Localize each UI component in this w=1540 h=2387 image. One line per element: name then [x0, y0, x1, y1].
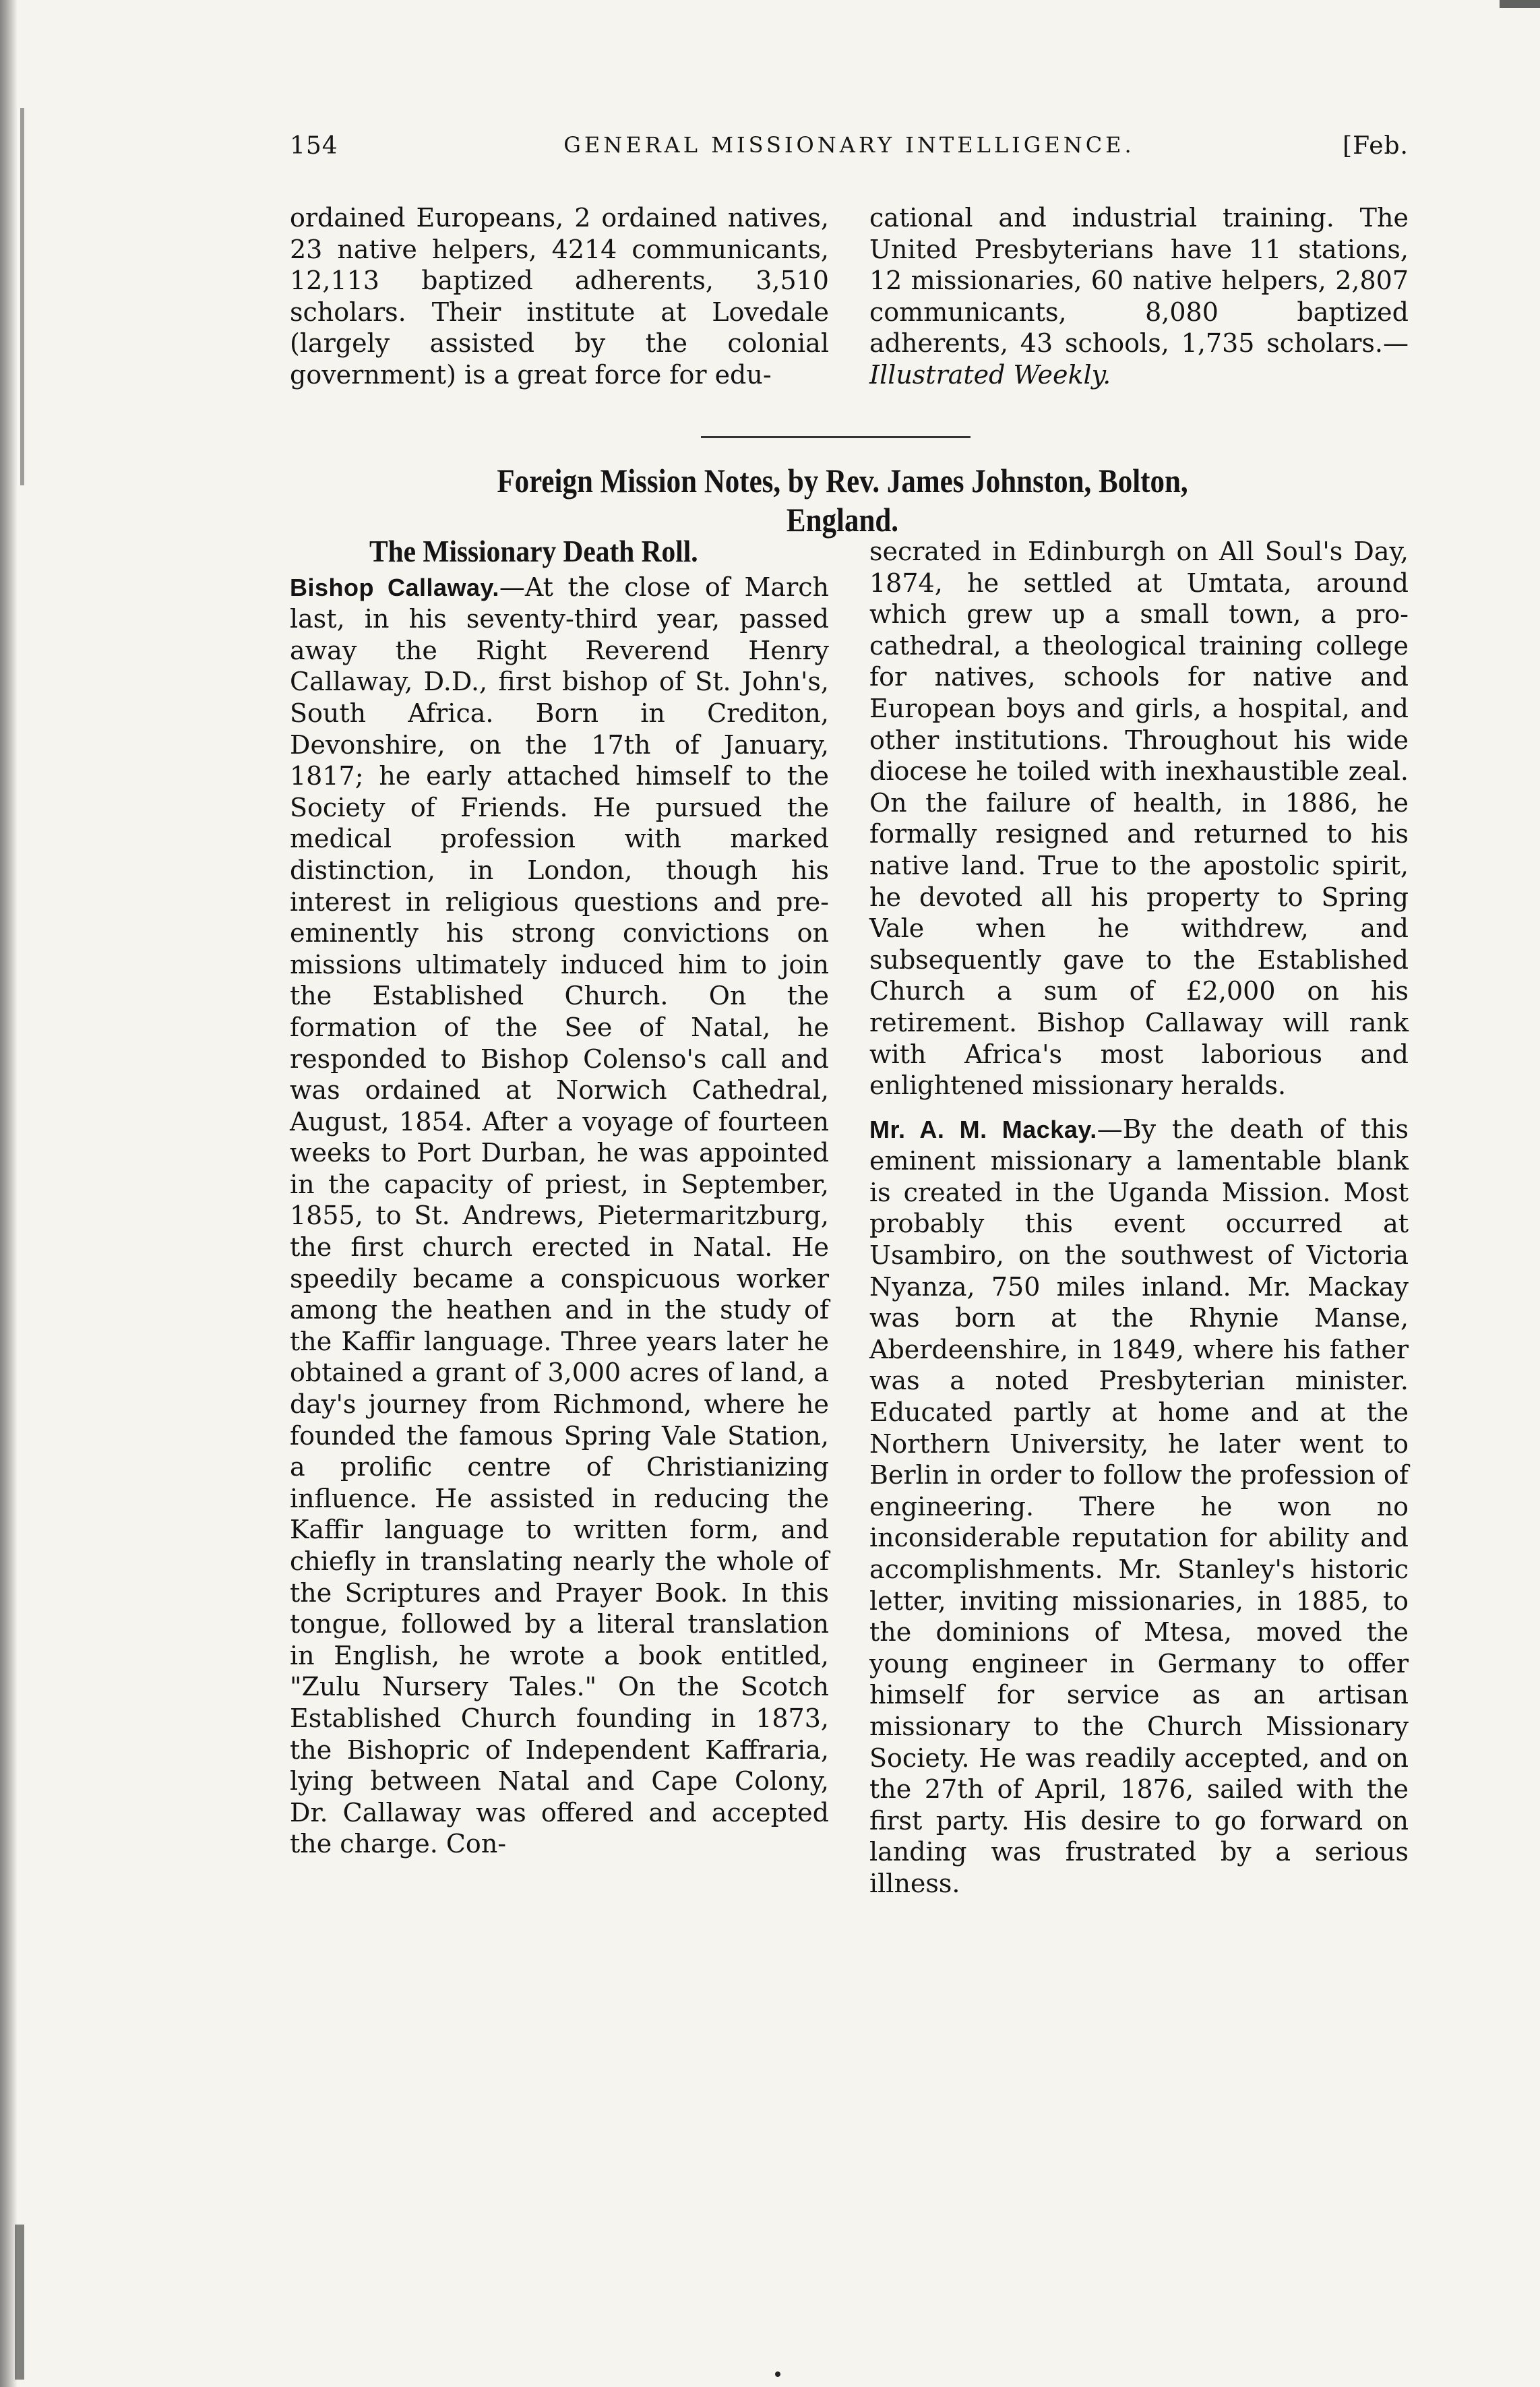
binding-mark-bottom [15, 2225, 24, 2380]
callaway-paragraph [290, 572, 829, 1860]
print-speck [775, 2371, 780, 2377]
running-title: GENERAL MISSIONARY INTELLIGENCE. [563, 132, 1135, 158]
source-citation: Illustrated Weekly. [869, 359, 1111, 390]
mackay-lead: Mr. A. M. Mackay. [869, 1115, 1097, 1143]
continued-text-left [290, 202, 829, 391]
callaway-text: —At the close of March last, in his seventy-third year, passed away the Right Reverend Henry Callaway, D.D., first bishop of St. John's, South Africa. Born in Crediton, Devonshire, on the 17th of January, 1817; he early attached himself to the Society of Friends. He pursued the medical profession with marked distinction, in London, though his interest in religious questions and pre-eminently his strong convictions on missions ultimately induced him to join the Established Church. On the formation of the See of Natal, he responded to Bishop Colenso's call and was ordained at Norwich Cathedral, August, 1854. After a voyage of fourteen weeks to Port Durban, he was appointed in the capacity of priest, in September, 1855, to St. Andrews, Pietermaritzburg, the first church erected in Natal. He speedily became a conspicuous worker among the heathen and in the study of the Kaffir language. Three years later he obtained a grant of 3,000 acres of land, a day's journey from Richmond, where he founded the famous Spring Vale Station, a prolific centre of Christianizing influence. He assisted in reducing the Kaffir language to written form, and chiefly in translating nearly the whole of the Scriptures and Prayer Book. In this tongue, followed by a literal translation in English, he wrote a book entitled, "Zulu Nursery Tales." On the Scotch Established Church founding in 1873, the Bishopric of Independent Kaffraria, lying between Natal and Cape Colony, Dr. Callaway was offered and accepted the charge. Con- [290, 572, 829, 1859]
paragraph [869, 202, 1409, 391]
binding-shadow [0, 0, 18, 2387]
article-title: The Missionary Death Roll. [369, 534, 698, 568]
article-column-left [290, 536, 829, 1860]
article-column-right [869, 536, 1409, 1900]
issue-month: [Feb. [1343, 132, 1409, 160]
continued-text-right [869, 202, 1409, 391]
page-number: 154 [290, 132, 338, 160]
section-title: Foreign Mission Notes, by Rev. James Johnston, Bolton, England. [497, 462, 1188, 539]
callaway-paragraph-cont: secrated in Edinburgh on All Soul's Day, 1874, he settled at Umtata, around which grew up a small town, a pro-cathedral, a theological training college for natives, schools for native and European boys and girls, a hospital, and other institutions. Throughout his wide diocese he toiled with inexhaustible zeal. On the failure of health, in 1886, he formally resigned and returned to his native land. True to the apostolic spirit, he devoted all his property to Spring Vale when he withdrew, and subsequently gave to the Established Church a sum of £2,000 on his retirement. Bishop Callaway will rank with Africa's most laborious and enlightened missionary heralds. [869, 537, 1409, 1101]
mackay-text: —By the death of this eminent missionary a lamentable blank is created in the Uganda Mission. Most probably this event occurred at Usambiro, on the southwest of Victoria Nyanza, 750 miles inland. Mr. Mackay was born at the Rhynie Manse, Aberdeenshire, in 1849, where his father was a noted Presbyterian minister. Educated partly at home and at the Northern University, he later went to Berlin in order to follow the profession of engineering. There he won no inconsiderable reputation for ability and accomplishments. Mr. Stanley's historic letter, inviting missionaries, in 1885, to the dominions of Mtesa, moved the young engineer in Germany to offer himself for service as an artisan missionary to the Church Missionary Society. He was readily accepted, and on the 27th of April, 1876, sailed with the first party. His desire to go forward on landing was frustrated by a serious illness. [869, 1114, 1409, 1898]
corner-mark [1500, 0, 1540, 8]
paragraph: ordained Europeans, 2 ordained natives, 23 native helpers, 4214 communicants, 12,113 baptized adherents, 3,510 scholars. Their institute at Lovedale (largely assisted by the colonial government) is a great force for edu- [290, 203, 829, 390]
paragraph-text: cational and industrial training. The United Presbyterians have 11 stations, 12 missionaries, 60 native helpers, 2,807 communicants, 8,080 baptized adherents, 43 schools, 1,735 scholars.— [869, 203, 1409, 359]
binding-mark [20, 108, 24, 485]
running-header [290, 132, 1409, 173]
mackay-paragraph [869, 1114, 1409, 1900]
callaway-lead: Bishop Callaway. [290, 573, 499, 601]
section-divider [701, 436, 971, 438]
